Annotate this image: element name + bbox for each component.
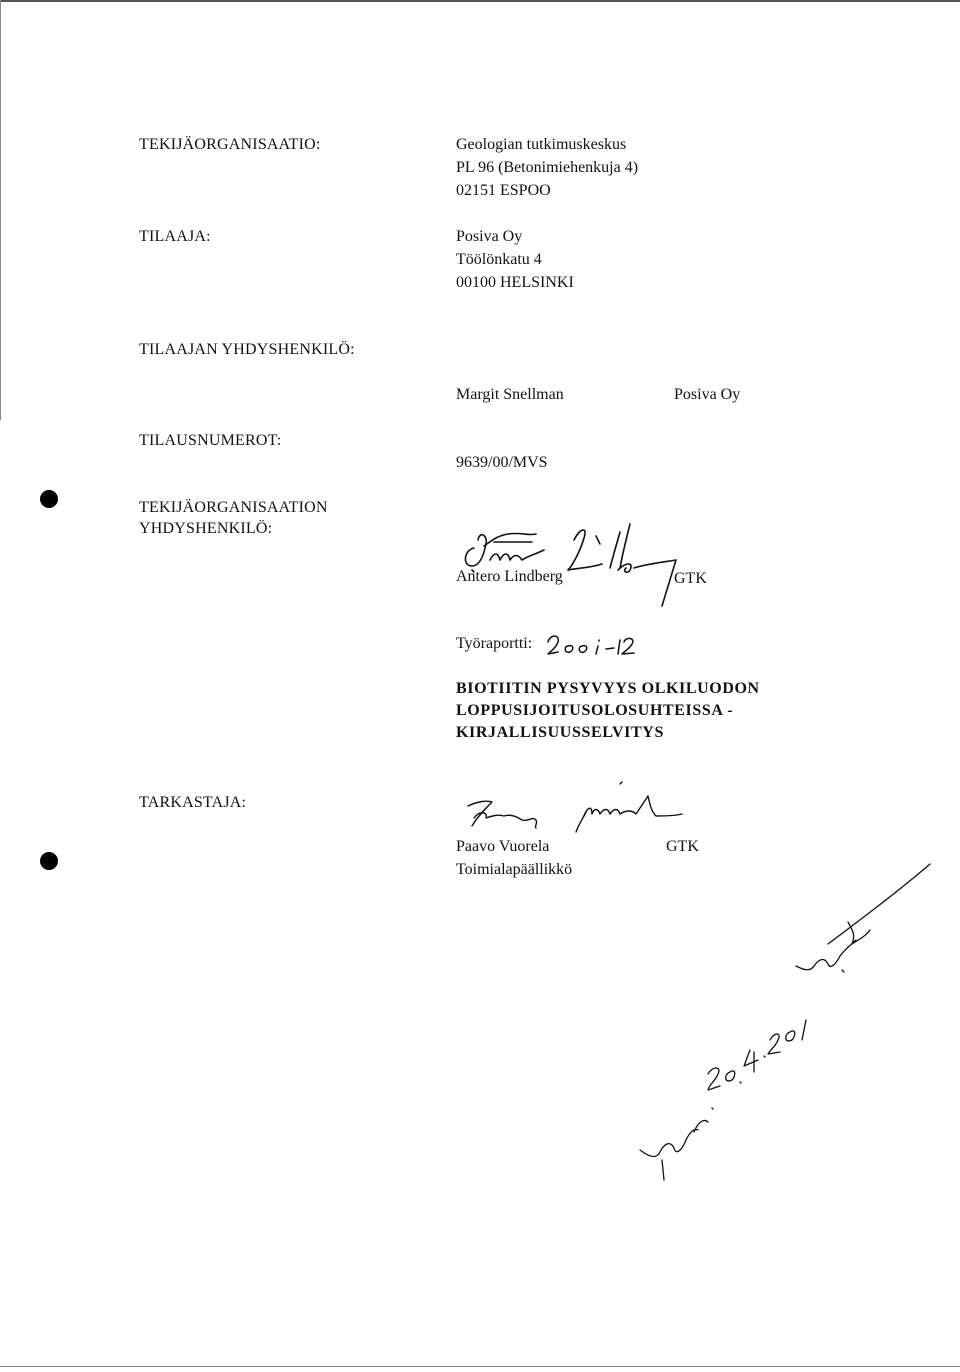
org-contact-label-2: YHDYSHENKILÖ:	[139, 520, 273, 537]
org-contact-company: GTK	[674, 570, 707, 587]
client-contact-company: Posiva Oy	[674, 386, 741, 403]
client-line-3: 00100 HELSINKI	[456, 274, 574, 291]
punch-hole-lower	[40, 852, 58, 870]
organization-line-3: 02151 ESPOO	[456, 182, 551, 199]
report-title-line-1: BIOTIITIN PYSYVYYS OLKILUODON	[456, 680, 760, 697]
report-title-line-3: KIRJALLISUUSSELVITYS	[456, 724, 664, 741]
client-contact-name: Margit Snellman	[456, 386, 564, 403]
reviewer-name: Paavo Vuorela	[456, 838, 550, 855]
scan-edge-top	[0, 0, 960, 2]
org-contact-label-1: TEKIJÄORGANISAATION	[139, 499, 328, 516]
reviewer-label: TARKASTAJA:	[139, 794, 247, 811]
work-report-label: Työraportti:	[456, 635, 533, 652]
order-numbers-label: TILAUSNUMEROT:	[139, 432, 282, 449]
reviewer-title: Toimialapäällikkö	[456, 861, 573, 878]
punch-hole-upper	[40, 490, 58, 508]
vuorela-signature	[452, 776, 712, 836]
scan-edge-bottom	[0, 1366, 960, 1367]
work-report-number-handwritten	[546, 630, 636, 662]
organization-label: TEKIJÄORGANISAATIO:	[139, 136, 321, 153]
client-line-1: Posiva Oy	[456, 228, 523, 245]
order-number-value: 9639/00/MVS	[456, 454, 548, 471]
client-contact-label: TILAAJAN YHDYSHENKILÖ:	[139, 341, 355, 358]
org-contact-name: Antero Lindberg	[456, 568, 563, 585]
organization-line-2: PL 96 (Betonimiehenkuja 4)	[456, 159, 639, 176]
client-line-2: Töölönkatu 4	[456, 251, 542, 268]
client-label: TILAAJA:	[139, 228, 211, 245]
approval-handwriting	[600, 860, 950, 1190]
report-title-line-2: LOPPUSIJOITUSOLOSUHTEISSA -	[456, 702, 734, 719]
scan-edge-left	[0, 0, 1, 420]
reviewer-company: GTK	[666, 838, 699, 855]
organization-line-1: Geologian tutkimuskeskus	[456, 136, 627, 153]
